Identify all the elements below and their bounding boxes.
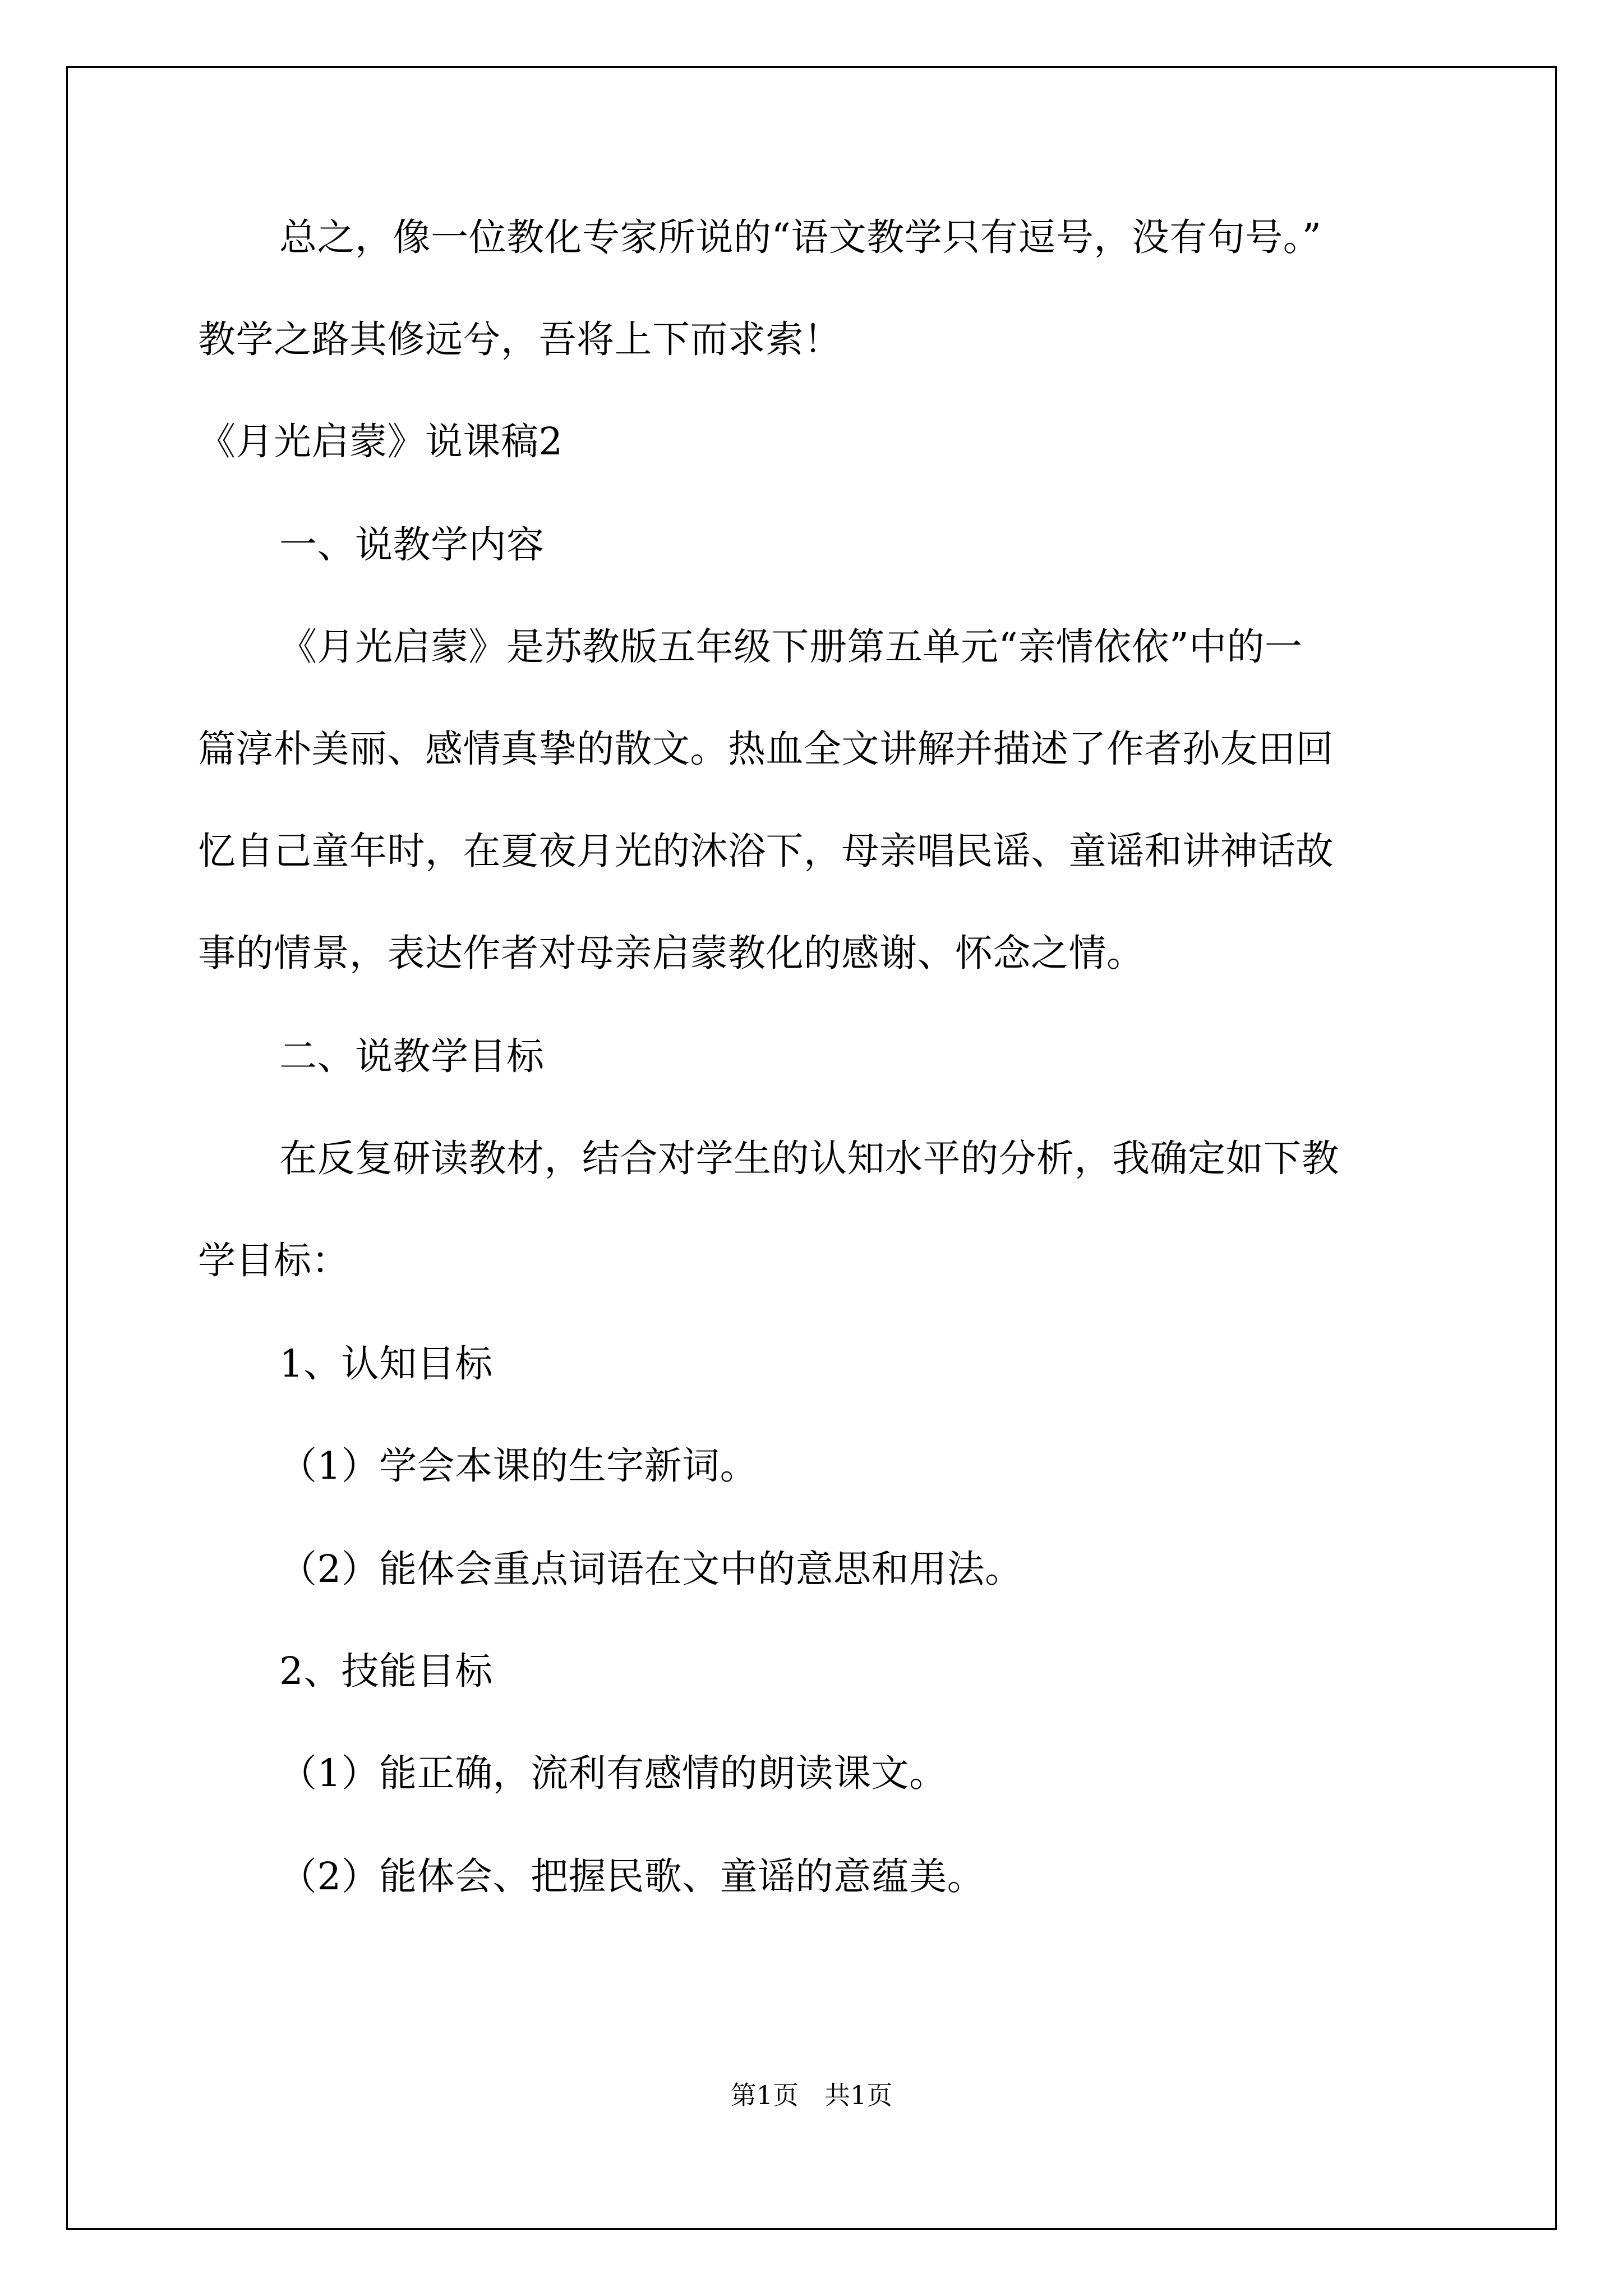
text-line: 《月光启蒙》是苏教版五年级下册第五单元“亲情依依”中的一 bbox=[279, 625, 1303, 669]
list-item: （1）能正确，流利有感情的朗读课文。 bbox=[279, 1751, 947, 1795]
text-line: 忆自己童年时，在夏夜月光的沐浴下，母亲唱民谣、童谣和讲神话故 bbox=[198, 829, 1334, 873]
page-footer: 第1页 共1页 bbox=[730, 2080, 893, 2110]
text-line: 教学之路其修远兮，吾将上下而求索！ bbox=[198, 318, 842, 361]
text-line: 事的情景，表达作者对母亲启蒙教化的感谢、怀念之情。 bbox=[198, 931, 1145, 975]
list-item: （1）学会本课的生字新词。 bbox=[279, 1444, 758, 1488]
heading: 《月光启蒙》说课稿2 bbox=[198, 420, 563, 463]
subheading: 1、认知目标 bbox=[279, 1342, 493, 1386]
text-line: 在反复研读教材，结合对学生的认知水平的分析，我确定如下教 bbox=[279, 1137, 1339, 1180]
section-heading: 二、说教学目标 bbox=[279, 1034, 545, 1078]
section-heading: 一、说教学内容 bbox=[279, 523, 545, 567]
text-line: 篇淳朴美丽、感情真挚的散文。热血全文讲解并描述了作者孙友田回 bbox=[198, 727, 1334, 771]
list-item: （2）能体会重点词语在文中的意思和用法。 bbox=[279, 1547, 1023, 1591]
text-line: 学目标： bbox=[198, 1239, 349, 1282]
subheading: 2、技能目标 bbox=[279, 1649, 493, 1693]
list-item: （2）能体会、把握民歌、童谣的意蕴美。 bbox=[279, 1855, 985, 1898]
text-line: 总之，像一位教化专家所说的“语文教学只有逗号，没有句号。” bbox=[279, 215, 1322, 259]
